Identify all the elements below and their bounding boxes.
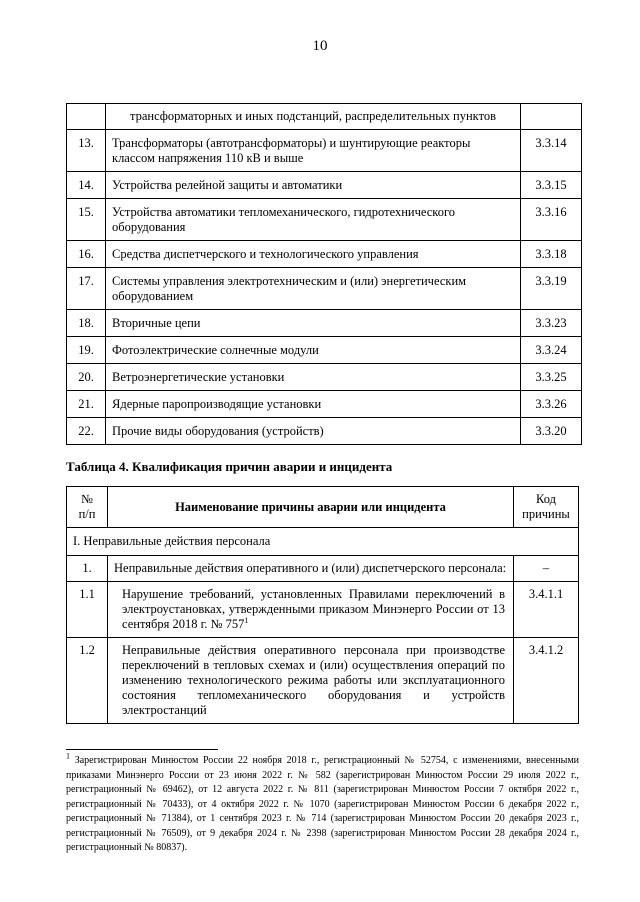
row-number: 18. [67,310,106,337]
table-row [67,130,582,172]
table-row [67,337,582,364]
header-number: № п/п [67,487,108,528]
footnote [66,751,579,856]
row-code: 3.3.26 [521,391,582,418]
table-row [67,391,582,418]
row-code: 3.3.18 [521,241,582,268]
row-number: 1.1 [67,582,108,638]
row-name: Неправильные действия оперативного и (или) диспетчерского персонала: [108,556,514,582]
row-number: 1. [67,556,108,582]
row-code: 3.3.20 [521,418,582,445]
row-name: Вторичные цепи [106,310,521,337]
row-name: Нарушение требований, установленных Правилами переключений в электроустановках, утвержденными приказом Минэнерго России от 13 сентября 2018 г. № $757^1$ [108,582,514,638]
continuation-cell: трансформаторных и иных подстанций, распределительных пунктов [106,104,521,130]
equipment-table [66,103,582,445]
row-name: Трансформаторы (автотрансформаторы) и шунтирующие реакторы классом напряжения 110 кВ и выше [106,130,521,172]
row-number: 22. [67,418,106,445]
row-number: 15. [67,199,106,241]
row-number: 13. [67,130,106,172]
table-row [67,172,582,199]
row-name: Фотоэлектрические солнечные модули [106,337,521,364]
row-number: 20. [67,364,106,391]
row-number: 21. [67,391,106,418]
row-code: 3.4.1.1 [514,582,579,638]
table-row [67,364,582,391]
row-name: Системы управления электротехническим и (или) энергетическим оборудованием [106,268,521,310]
row-name: Устройства релейной защиты и автоматики [106,172,521,199]
table-row [67,418,582,445]
footnote-divider [66,749,218,750]
table-row [67,638,579,724]
row-number: 16. [67,241,106,268]
section-row [67,528,579,556]
table-header-row [67,487,579,528]
row-name: Неправильные действия оперативного персонала при производстве переключений в тепловых схемах и (или) осуществления операций по изменению технологического режима работы или эксплуатационного состояния тепломеханического оборудования и устройств электростанций [108,638,514,724]
table-row [67,199,582,241]
footnote-text: Зарегистрирован Минюстом России 22 ноября 2018 г., регистрационный № 52754, с изменениями, внесенными приказами Минэнерго России от 23 июня 2022 г. № 582 (зарегистрирован Минюстом России 29 июля 2022 г., регистрационный № 69462), от 12 августа 2022 г. № 811 (зарегистрирован Минюстом России 7 октября 2022 г., регистрационный № 70433), от 4 октября 2022 г. № 1070 (зарегистрирован Минюстом России 6 декабря 2022 г., регистрационный № 71384), от 1 сентября 2023 г. № 714 (зарегистрирован Минюстом России 20 декабря 2023 г., регистрационный № 76509), от 9 декабря 2024 г. № 2398 (зарегистрирован Минюстом России 28 декабря 2024 г., регистрационный № 80837). [66,755,579,853]
row-code: 3.3.15 [521,172,582,199]
row-code: – [514,556,579,582]
row-number: 19. [67,337,106,364]
table-row [67,268,582,310]
header-name: Наименование причины аварии или инцидента [108,487,514,528]
row-name: Ядерные паропроизводящие установки [106,391,521,418]
table-row [67,582,579,638]
row-name: Ветроэнергетические установки [106,364,521,391]
table-row [67,556,579,582]
row-code: 3.3.23 [521,310,582,337]
row-code: 3.4.1.2 [514,638,579,724]
row-number: 17. [67,268,106,310]
row-code: 3.3.25 [521,364,582,391]
row-number: 14. [67,172,106,199]
row-number: 1.2 [67,638,108,724]
row-name: Устройства автоматики тепломеханического, гидротехнического оборудования [106,199,521,241]
accident-causes-table [66,486,579,724]
footnote-ref[interactable]: 1 [244,615,249,625]
footnote-marker: 1 [66,751,70,761]
table-title: Таблица 4. Квалификация причин аварии и инцидента [66,459,393,474]
row-code: 3.3.24 [521,337,582,364]
header-code: Код причины [514,487,579,528]
table-row [67,241,582,268]
page-number: 10 [312,38,328,54]
table-row [67,104,582,130]
row-code: 3.3.16 [521,199,582,241]
table-row [67,310,582,337]
row-name: Прочие виды оборудования (устройств) [106,418,521,445]
section-title: I. Неправильные действия персонала [67,528,579,556]
row-code: 3.3.14 [521,130,582,172]
row-name: Средства диспетчерского и технологического управления [106,241,521,268]
row-code: 3.3.19 [521,268,582,310]
